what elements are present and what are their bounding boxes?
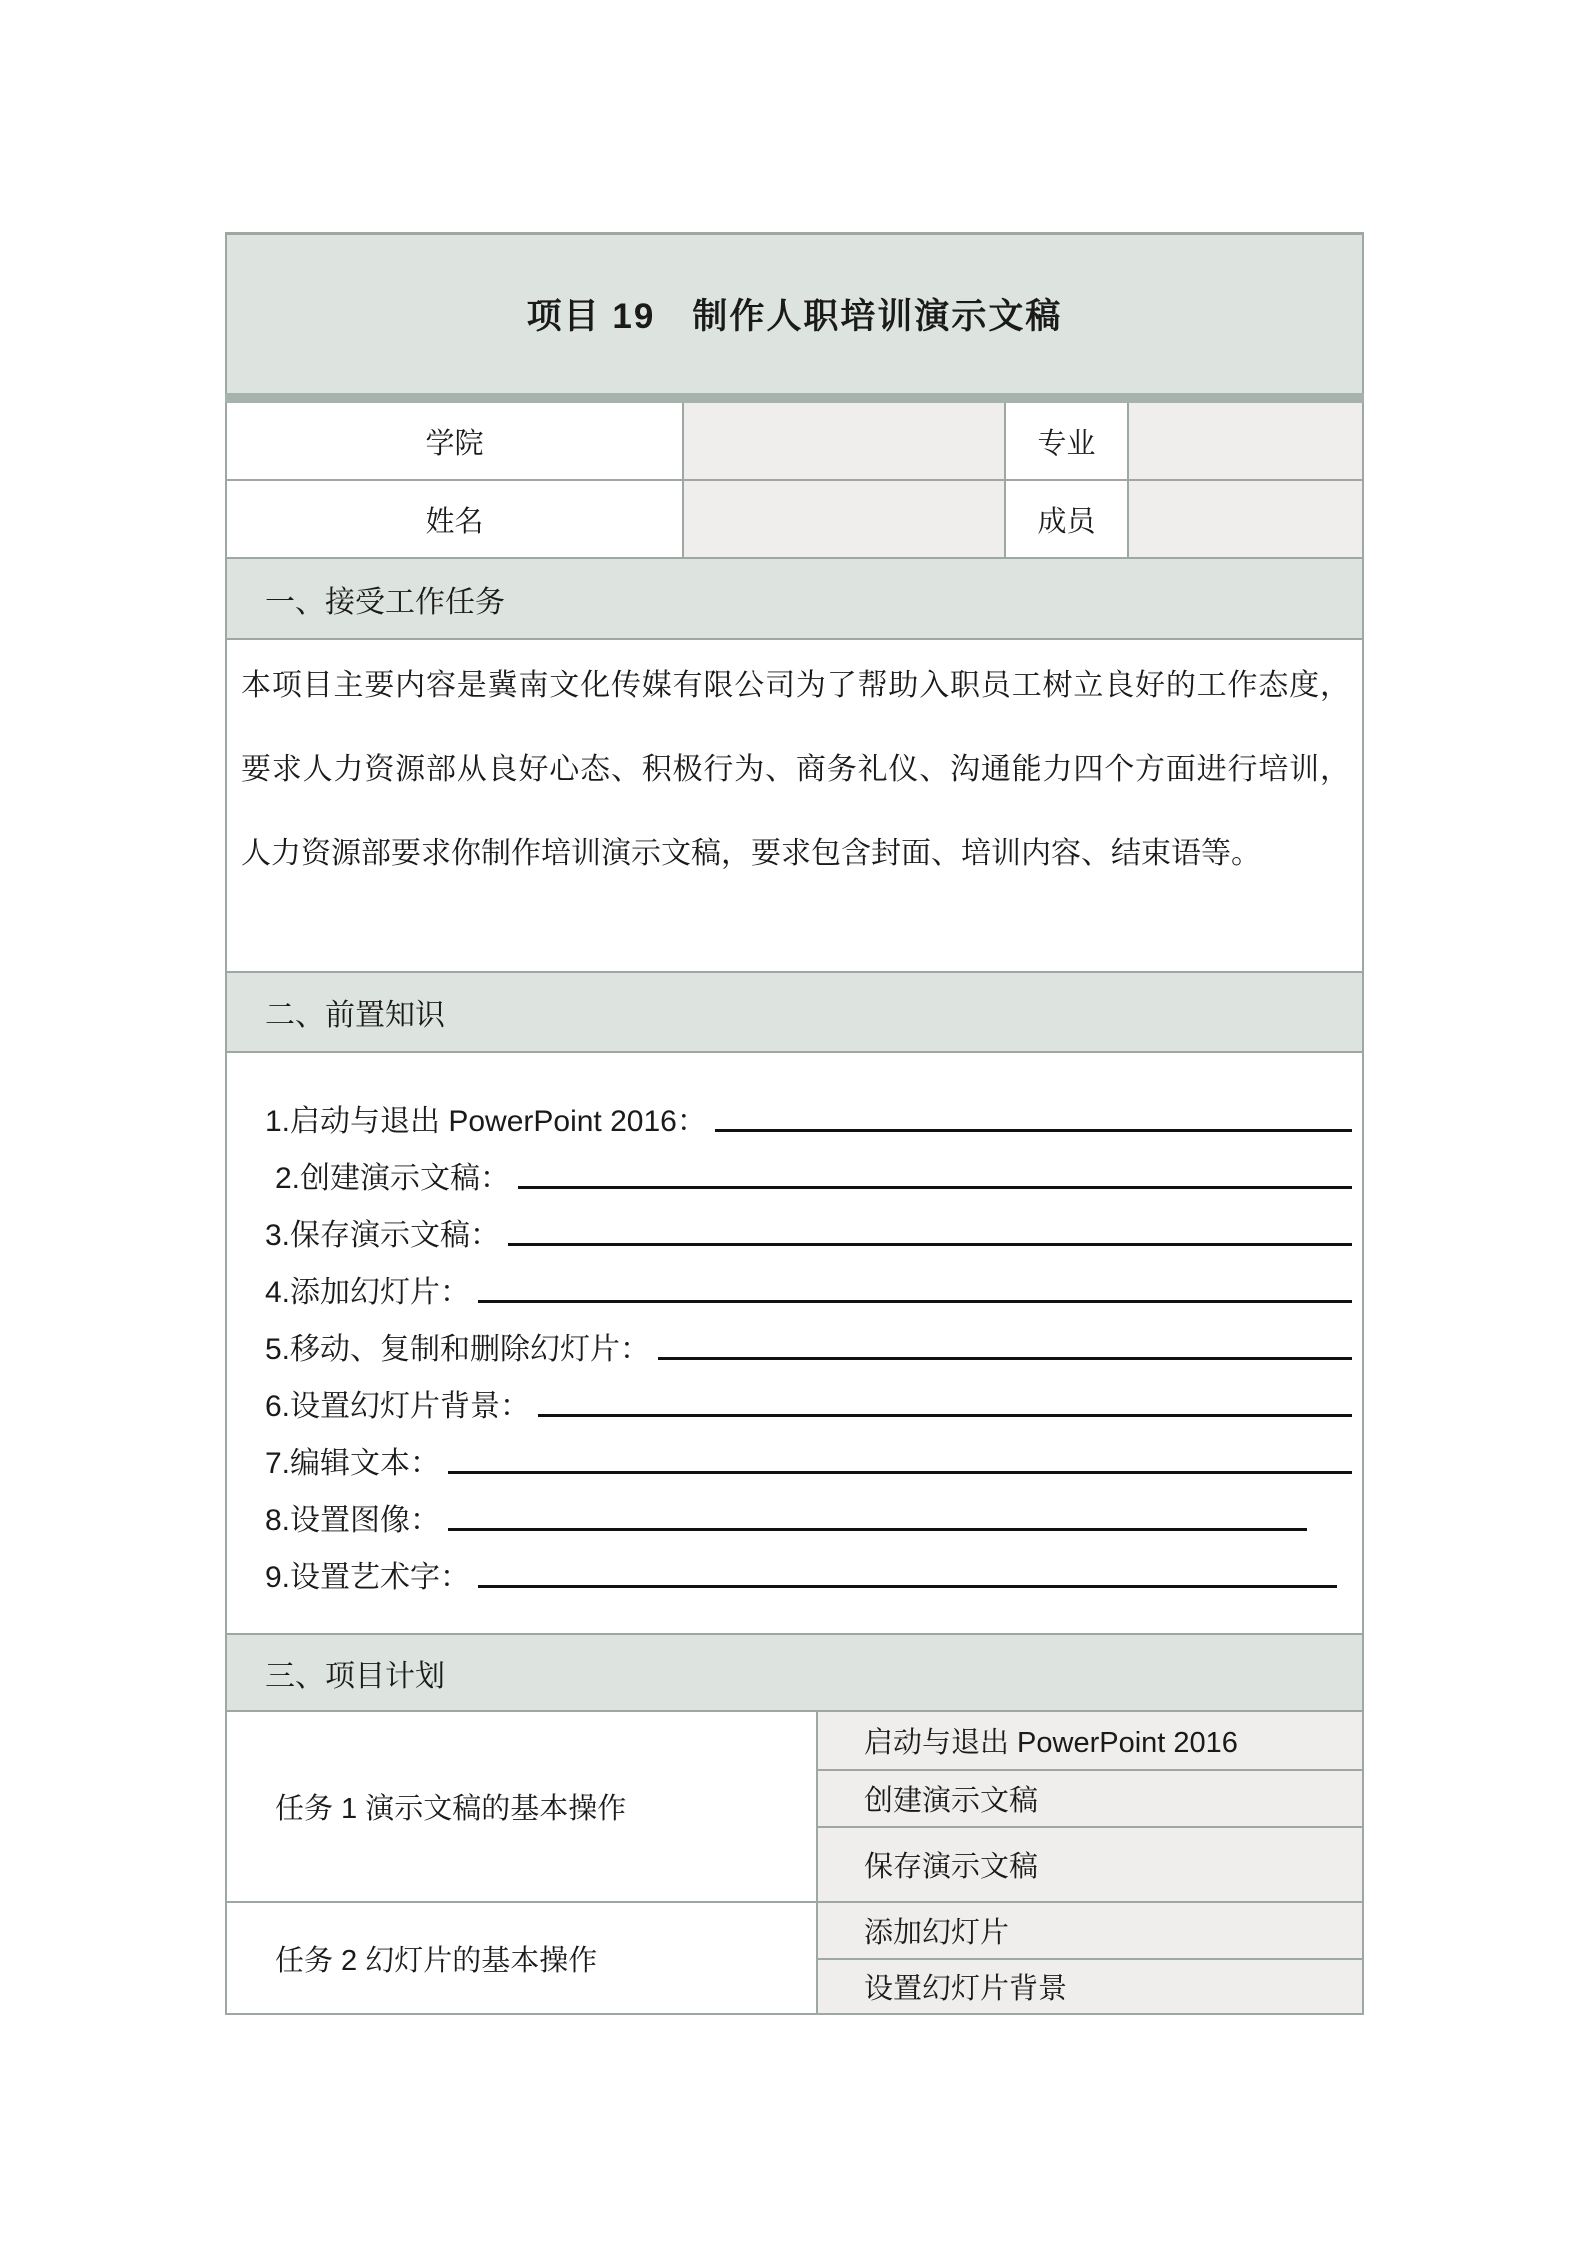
- title-separator: [225, 393, 1364, 403]
- list-item: [265, 1482, 1352, 1539]
- college-label: 学院: [425, 427, 484, 460]
- fill-in-blank[interactable]: [658, 1357, 1352, 1360]
- section2-header: [225, 973, 1364, 1053]
- fill-in-blank[interactable]: [518, 1186, 1352, 1189]
- list-item: [265, 1539, 1352, 1596]
- step-label: 保存演示文稿: [864, 1851, 1039, 1883]
- members-label-cell: [1006, 481, 1127, 557]
- title-row: [225, 232, 1364, 393]
- college-label-cell: [227, 403, 682, 479]
- list-item: [265, 1140, 1352, 1197]
- plan-table: [225, 1712, 1364, 2015]
- step-cell: [818, 1960, 1362, 2013]
- section1-paragraph: 本项目主要内容是冀南文化传媒有限公司为了帮助入职员工树立良好的工作态度，要求人力资源部从良好心态、积极行为、商务礼仪、沟通能力四个方面进行培训，人力资源部要求你制作培训演示文稿，要求包含封面、培训内容、结束语等。: [241, 669, 1350, 870]
- prerequisite-list: [225, 1053, 1364, 1635]
- major-value-cell[interactable]: [1129, 403, 1362, 479]
- name-label-cell: [227, 481, 682, 557]
- members-label: 成员: [1037, 505, 1096, 538]
- worksheet-table: [225, 232, 1364, 2015]
- list-item-label: 2.创建演示文稿：: [275, 1162, 511, 1195]
- list-item: [265, 1311, 1352, 1368]
- list-item-label: 6.设置幻灯片背景：: [265, 1390, 531, 1423]
- info-table: [225, 403, 1364, 559]
- college-value-cell[interactable]: [684, 403, 1004, 479]
- fill-in-blank[interactable]: [715, 1129, 1352, 1132]
- list-item-label: 3.保存演示文稿：: [265, 1219, 501, 1252]
- step-cell: [818, 1712, 1362, 1769]
- name-value-cell[interactable]: [684, 481, 1004, 557]
- fill-in-blank[interactable]: [448, 1528, 1307, 1531]
- list-item-label: 4.添加幻灯片：: [265, 1276, 471, 1309]
- fill-in-blank[interactable]: [478, 1585, 1337, 1588]
- step-label: 创建演示文稿: [864, 1785, 1039, 1817]
- section2-heading: 二、前置知识: [265, 999, 445, 1032]
- list-item: [265, 1254, 1352, 1311]
- step-cell: [818, 1903, 1362, 1958]
- list-item-label: 5.移动、复制和删除幻灯片：: [265, 1333, 651, 1366]
- fill-in-blank[interactable]: [448, 1471, 1352, 1474]
- list-item-label: 7.编辑文本：: [265, 1447, 441, 1480]
- step-label: 添加幻灯片: [864, 1917, 1010, 1949]
- list-item: [265, 1425, 1352, 1482]
- section1-body-cell: [225, 640, 1364, 973]
- name-label: 姓名: [425, 505, 484, 538]
- list-item: [265, 1368, 1352, 1425]
- step-label: 启动与退出 PowerPoint 2016: [864, 1727, 1238, 1759]
- major-label: 专业: [1037, 427, 1096, 460]
- step-cell: [818, 1828, 1362, 1901]
- fill-in-blank[interactable]: [478, 1300, 1352, 1303]
- list-item-label: 8.设置图像：: [265, 1504, 441, 1537]
- section1-header: [225, 559, 1364, 640]
- task1-label: 任务 1 演示文稿的基本操作: [275, 1793, 627, 1825]
- list-item: [265, 1197, 1352, 1254]
- task2-label: 任务 2 幻灯片的基本操作: [275, 1944, 598, 1977]
- task1-cell: [227, 1712, 816, 1901]
- task2-cell: [227, 1903, 816, 2013]
- major-label-cell: [1006, 403, 1127, 479]
- members-value-cell[interactable]: [1129, 481, 1362, 557]
- section3-header: [225, 1635, 1364, 1712]
- page-title: 项目 19 制作人职培训演示文稿: [526, 297, 1063, 336]
- fill-in-blank[interactable]: [508, 1243, 1352, 1246]
- list-item: [265, 1083, 1352, 1140]
- step-label: 设置幻灯片背景: [864, 1973, 1068, 2005]
- list-item-label: 9.设置艺术字：: [265, 1561, 471, 1594]
- list-item-label: 1.启动与退出 PowerPoint 2016：: [265, 1105, 707, 1138]
- step-cell: [818, 1771, 1362, 1826]
- section3-heading: 三、项目计划: [265, 1659, 445, 1693]
- fill-in-blank[interactable]: [538, 1414, 1352, 1417]
- section1-heading: 一、接受工作任务: [265, 585, 505, 619]
